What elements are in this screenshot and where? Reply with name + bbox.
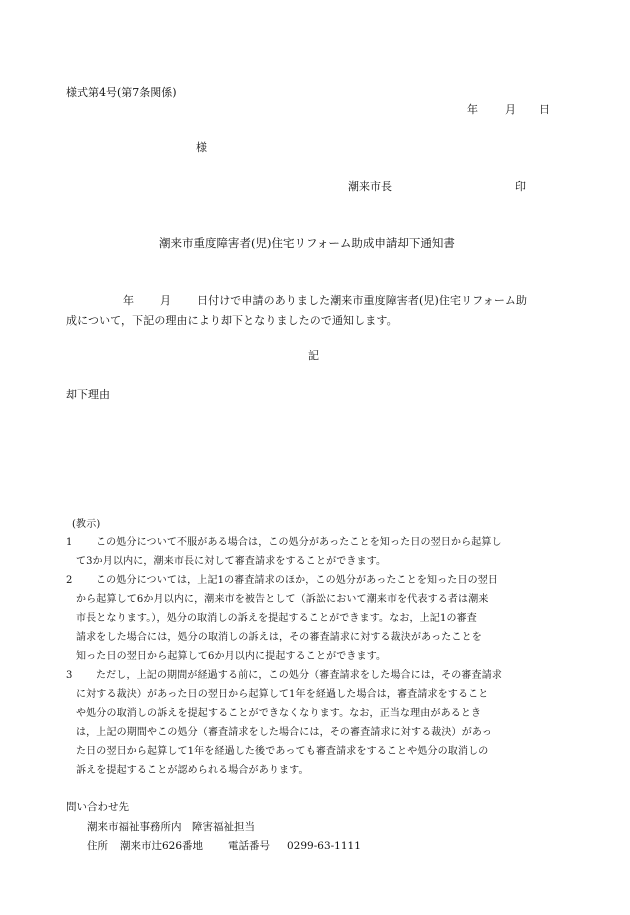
body-line-2: 成について，下記の理由により却下となりましたので通知します。 (66, 314, 398, 327)
notice-item-line: この処分については，上記1の審査請求のほか，この処分があったことを知った日の翌日 (96, 575, 499, 586)
body-year-label: 年 (123, 294, 135, 307)
issuer-title: 潮来市長 (348, 180, 392, 193)
notice-item-line: た日の翌日から起算して1年を経過した後であっても審査請求をすることや処分の取消しの (76, 746, 489, 757)
notice-item-line: に対する裁決）があった日の翌日から起算して1年を経過した場合は，審査請求をすること (76, 689, 489, 700)
notice-item-line: や処分の取消しの訴えを提起することができなくなります。なお，正当な理由があるとき (76, 708, 482, 719)
address-value: 潮来市辻626番地 (120, 840, 204, 852)
phone-value: 0299-63-1111 (287, 840, 361, 852)
notice-item-line: ただし，上記の期間が経過する前に，この処分（審査請求をした場合には，その審査請求 (96, 670, 502, 681)
date-year-label: 年 (467, 103, 478, 116)
contact-heading: 問い合わせ先 (66, 801, 129, 813)
notice-item-line: は，上記の期間やこの処分（審査請求をした場合には，その審査請求に対する裁決）があっ (76, 727, 493, 738)
rejection-reason-label: 却下理由 (66, 388, 110, 401)
address-label: 住所 (87, 840, 108, 852)
notice-heading: (教示) (72, 519, 101, 530)
notice-item-number: 3 (66, 670, 73, 681)
notice-item-line: 市長となります。），処分の取消しの訴えを提起することができます。なお，上記1の審査 (76, 613, 477, 624)
notice-item-line: 知った日の翌日から起算して6か月以内に提起することができます。 (76, 651, 387, 662)
notice-item-line: から起算して6か月以内に，潮来市を被告として（訴訟において潮来市を代表する者は潮来 (76, 594, 489, 605)
body-line-1: 日付けで申請のありました潮来市重度障害者(児)住宅リフォーム助 (197, 294, 528, 307)
addressee-suffix: 様 (196, 141, 207, 154)
seal-mark: 印 (515, 180, 526, 193)
date-day-label: 日 (539, 103, 550, 116)
date-month-label: 月 (505, 103, 516, 116)
notice-item-line: て3か月以内に，潮来市長に対して審査請求をすることができます。 (76, 556, 387, 567)
contact-office: 潮来市福祉事務所内 障害福祉担当 (87, 821, 255, 833)
body-month-label: 月 (160, 294, 172, 307)
notice-item-line: この処分について不服がある場合は，この処分があったことを知った日の翌日から起算し (96, 537, 502, 548)
notice-item-number: 1 (66, 537, 73, 548)
notice-item-line: 訴えを提起することが認められる場合があります。 (76, 765, 309, 776)
notice-item-line: 請求をした場合には，処分の取消しの訴えは，その審査請求に対する裁決があったことを (76, 632, 482, 643)
ki-heading: 記 (308, 349, 319, 362)
phone-label: 電話番号 (228, 840, 270, 852)
form-number: 様式第4号(第7条関係) (66, 86, 177, 99)
notice-item-number: 2 (66, 575, 73, 586)
document-title: 潮来市重度障害者(児)住宅リフォーム助成申請却下通知書 (159, 236, 455, 250)
